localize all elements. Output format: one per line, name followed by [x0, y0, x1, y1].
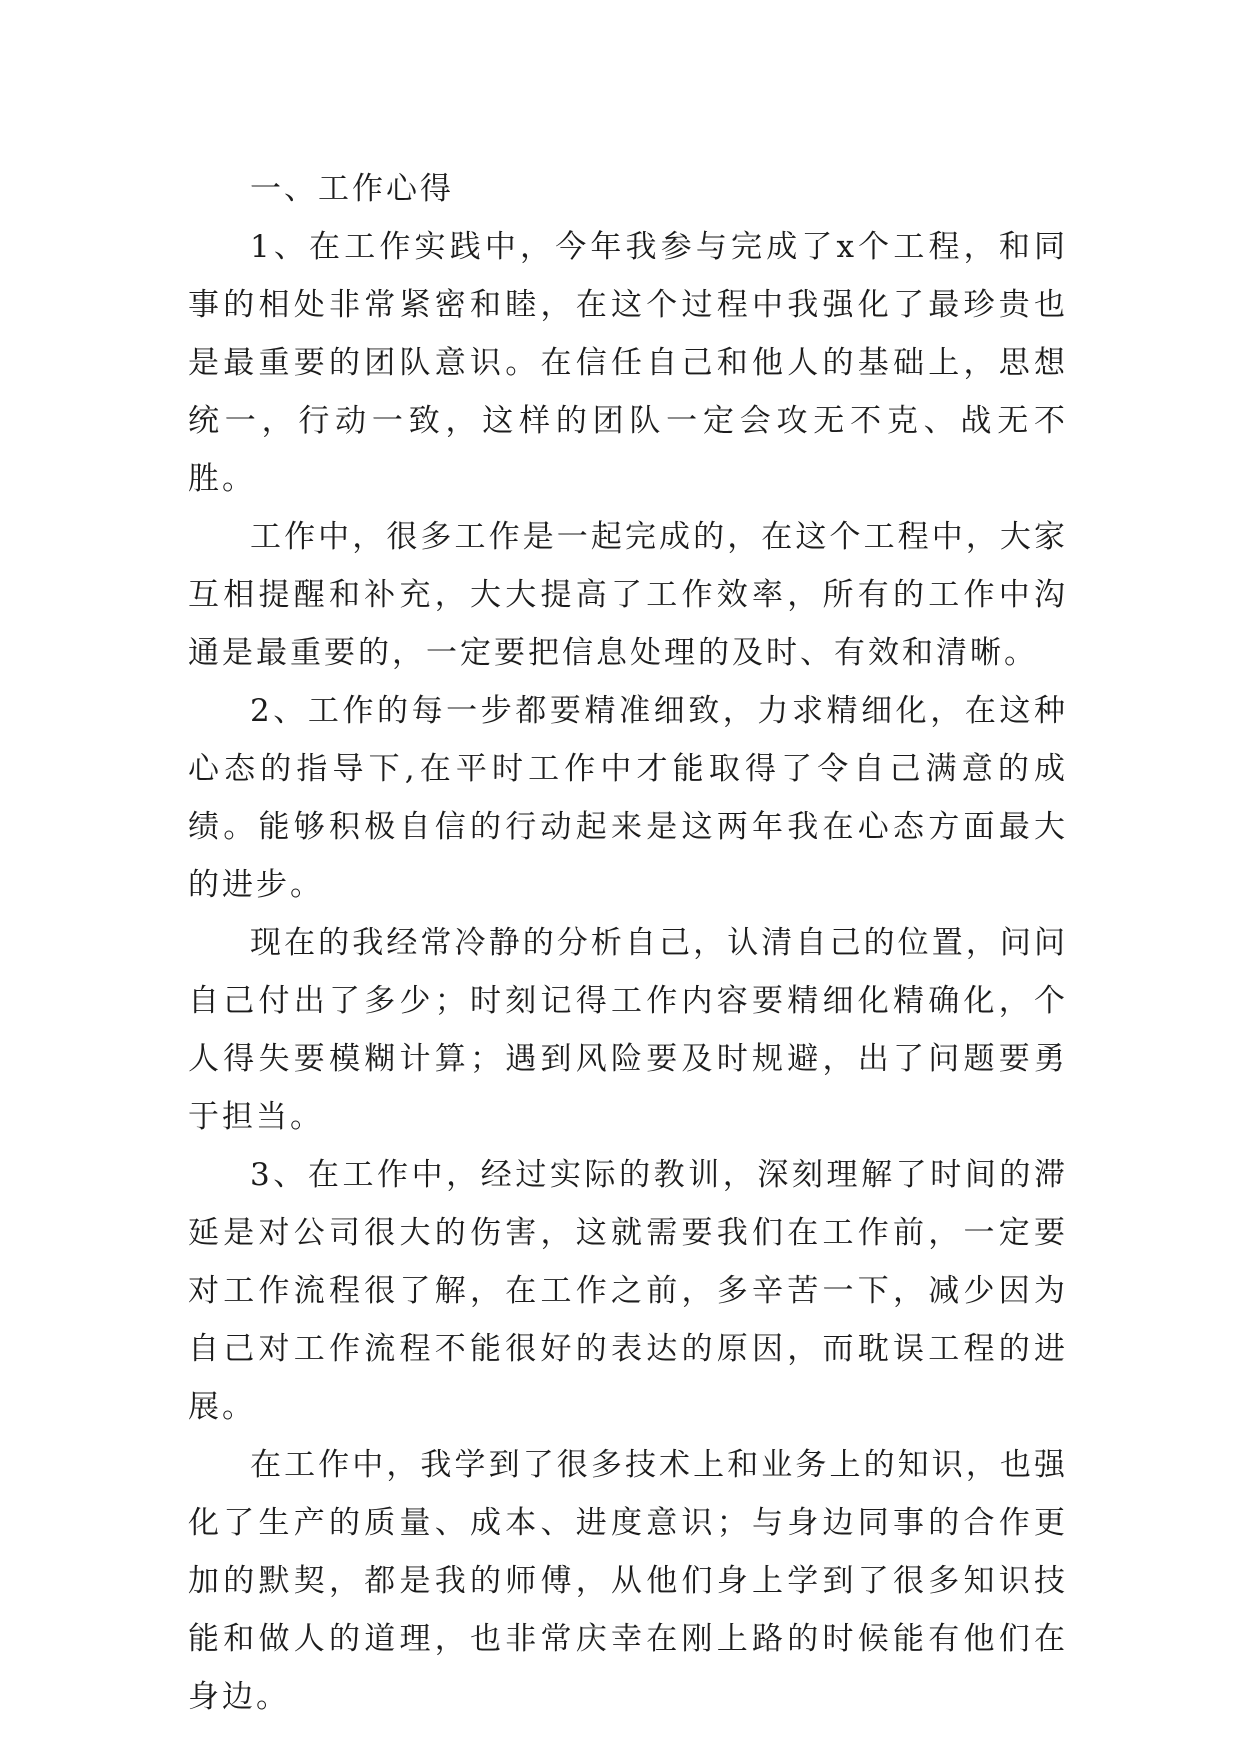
paragraph: 工作中，很多工作是一起完成的，在这个工程中，大家互相提醒和补充，大大提高了工作效率，所有的工作中沟通是最重要的，一定要把信息处理的及时、有效和清晰。 — [188, 519, 1068, 671]
paragraph: 现在的我经常冷静的分析自己，认清自己的位置，问问自己付出了多少；时刻记得工作内容要精细化精确化，个人得失要模糊计算；遇到风险要及时规避，出了问题要勇于担当。 — [188, 925, 1068, 1135]
paragraph: 3、在工作中，经过实际的教训，深刻理解了时间的滞延是对公司很大的伤害，这就需要我们在工作前，一定要对工作流程很了解，在工作之前，多辛苦一下，减少因为自己对工作流程不能很好的表达的原因，而耽误工程的进展。 — [188, 1157, 1068, 1425]
section-heading: 一、工作心得 — [250, 171, 454, 207]
paragraph: 2、工作的每一步都要精准细致，力求精细化，在这种心态的指导下,在平时工作中才能取得了令自己满意的成绩。能够积极自信的行动起来是这两年我在心态方面最大的进步。 — [188, 693, 1068, 903]
paragraph: 1、在工作实践中，今年我参与完成了x个工程，和同事的相处非常紧密和睦，在这个过程中我强化了最珍贵也是最重要的团队意识。在信任自己和他人的基础上，思想统一，行动一致，这样的团队一定会攻无不克、战无不胜。 — [188, 229, 1068, 497]
document-body — [188, 160, 1068, 1726]
paragraph: 在工作中，我学到了很多技术上和业务上的知识，也强化了生产的质量、成本、进度意识；与身边同事的合作更加的默契，都是我的师傅，从他们身上学到了很多知识技能和做人的道理，也非常庆幸在刚上路的时候能有他们在身边。 — [188, 1447, 1068, 1715]
